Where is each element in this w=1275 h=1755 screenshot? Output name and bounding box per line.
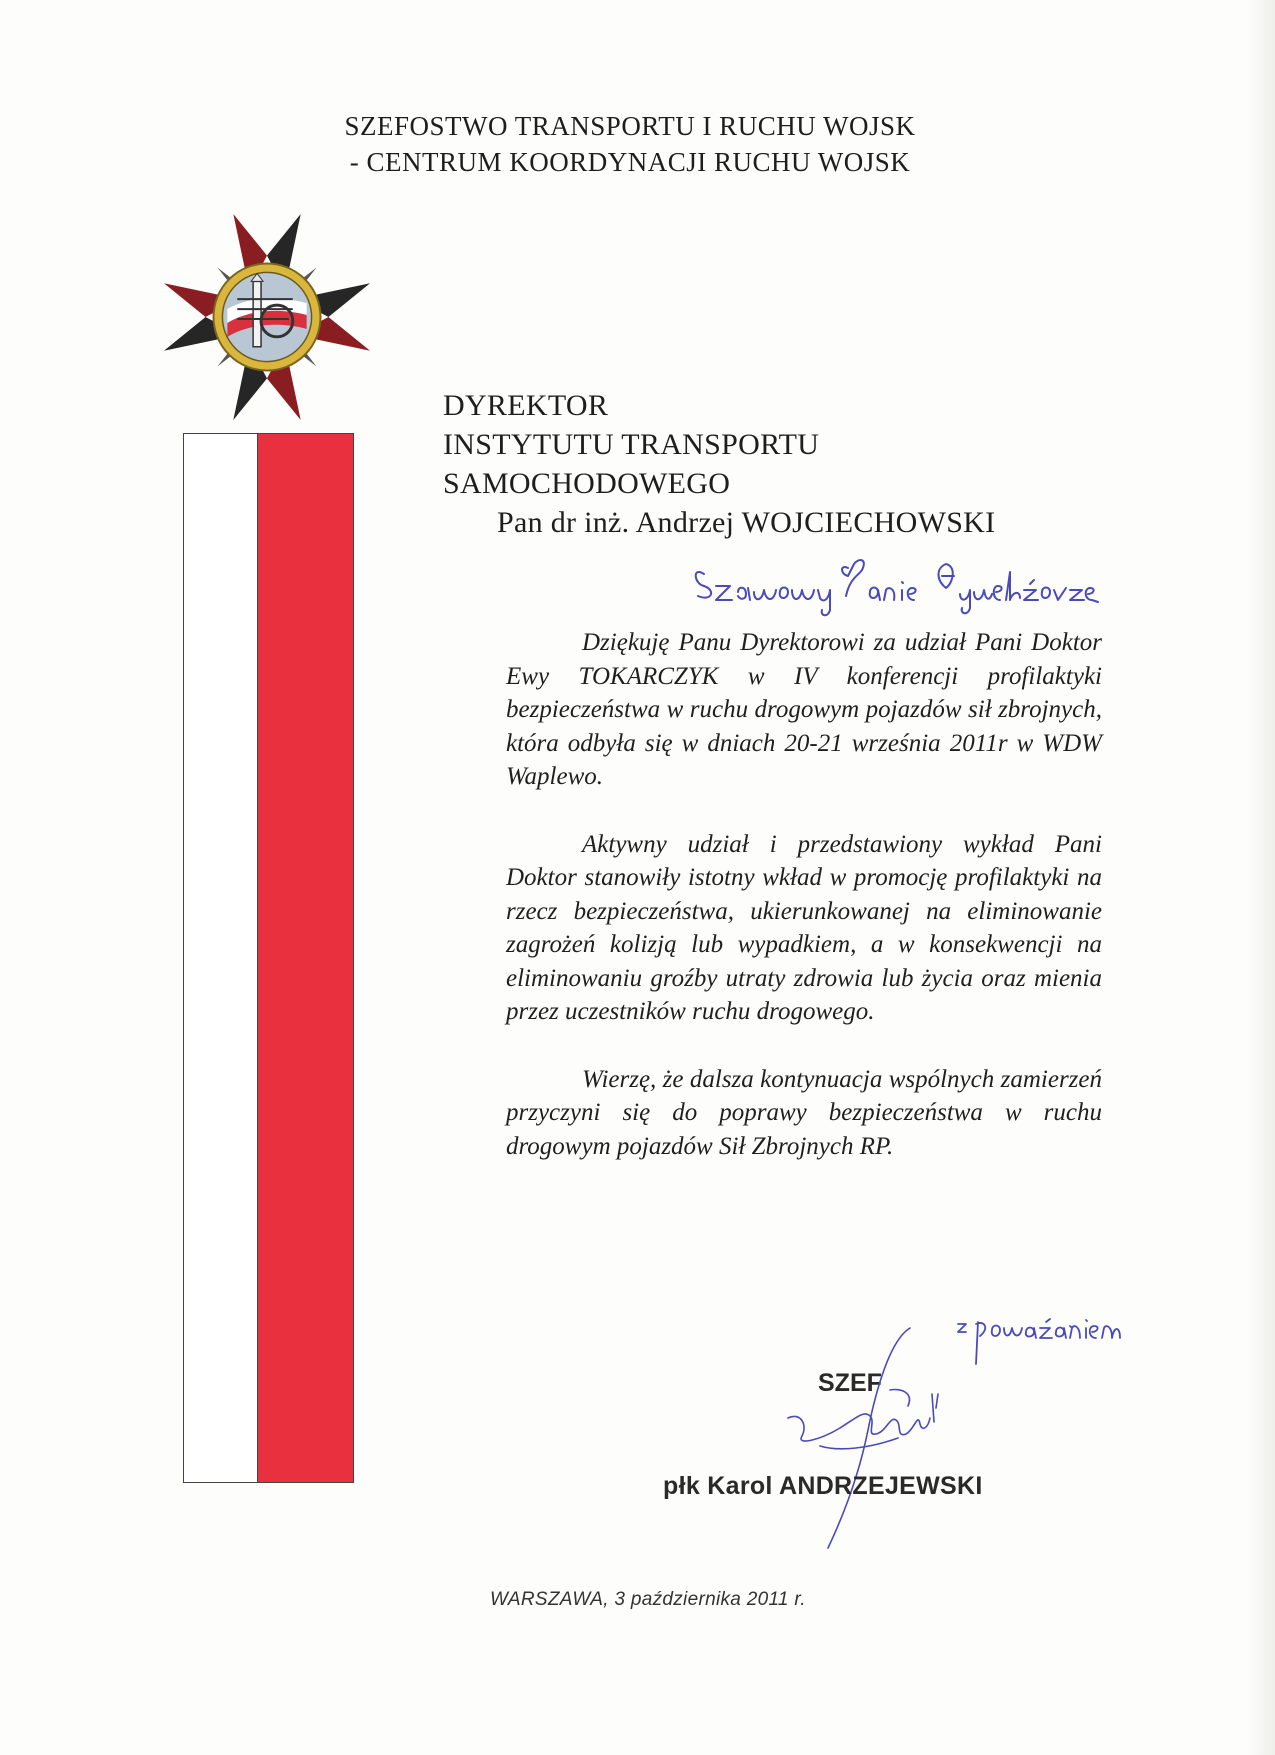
addressee-line-1: DYREKTOR	[443, 389, 609, 422]
body-paragraph-2: Aktywny udział i przedstawiony wykład Pani Doktor stanowiły istotny wkład w promocję profilaktyki na rzecz bezpieczeństwa, ukierunkowanej na eliminowanie zagrożeń kolizją lub wypadkiem, a w konsekwencji na eliminowaniu groźby utraty zdrowia lub życia oraz mienia przez uczestników ruchu drogowego.	[506, 830, 1102, 1025]
handwritten-closing	[952, 1302, 1152, 1372]
signature-title: SZEF	[818, 1369, 882, 1397]
handwritten-signature	[780, 1320, 970, 1555]
flag-white-stripe	[183, 433, 258, 1483]
place-and-date: WARSZAWA, 3 października 2011 r.	[490, 1589, 806, 1610]
signer-name: płk Karol ANDRZEJEWSKI	[663, 1472, 983, 1500]
addressee-line-3: SAMOCHODOWEGO	[443, 467, 731, 500]
flag-red-stripe	[257, 433, 354, 1483]
addressee-name: Pan dr inż. Andrzej WOJCIECHOWSKI	[497, 506, 996, 539]
addressee-line-2: INSTYTUTU TRANSPORTU	[443, 428, 820, 461]
letterhead	[230, 108, 1030, 180]
letterhead-line-1: SZEFOSTWO TRANSPORTU I RUCHU WOJSK	[344, 111, 916, 141]
addressee-block	[443, 386, 1143, 542]
body-paragraph-1: Dziękuję Panu Dyrektorowi za udział Pani Doktor Ewy TOKARCZYK w IV konferencji profilaktyki bezpieczeństwa w ruchu drogowym pojazdów sił zbrojnych, która odbyła się w dniach 20-21 września 2011r w WDW Waplewo.	[506, 629, 1102, 790]
page-edge	[1247, 0, 1275, 1755]
letter-body	[506, 626, 1102, 1197]
handwritten-greeting	[690, 552, 1110, 622]
body-paragraph-3: Wierzę, że dalsza kontynuacja wspólnych zamierzeń przyczyni się do poprawy bezpieczeństwa w ruchu drogowym pojazdów Sił Zbrojnych RP.	[506, 1065, 1102, 1160]
letterhead-line-2: - CENTRUM KOORDYNACJI RUCHU WOJSK	[349, 147, 911, 177]
military-star-emblem-icon	[158, 208, 376, 426]
